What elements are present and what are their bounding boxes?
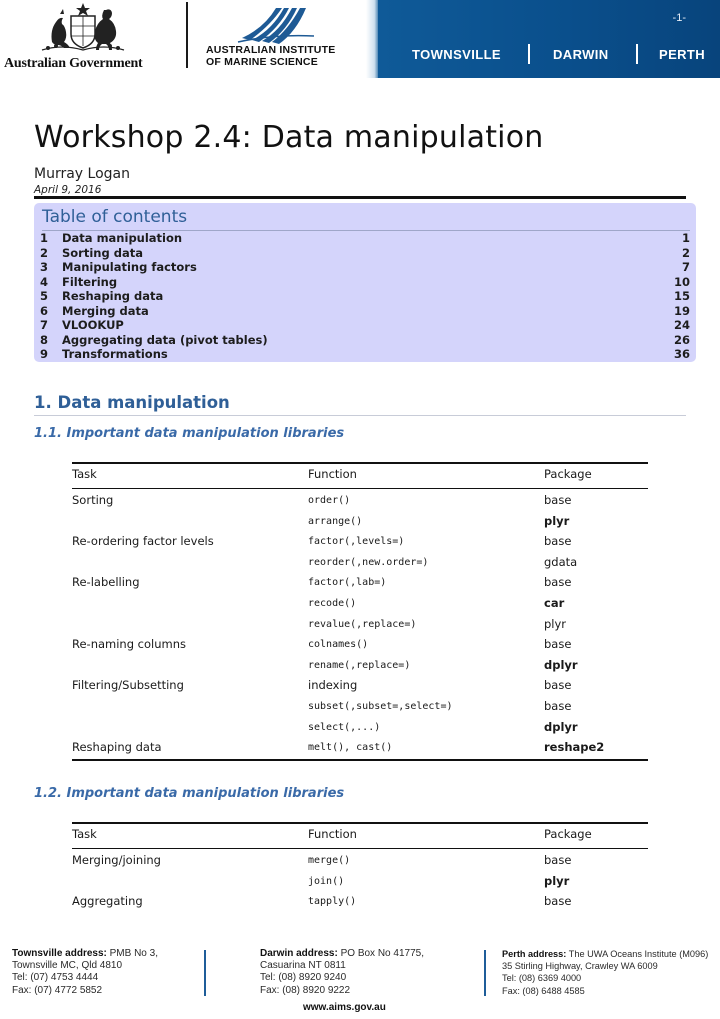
toc-item[interactable] (40, 260, 690, 275)
toc-item-page: 2 (681, 245, 690, 260)
table-row (72, 511, 648, 532)
libraries-table-2 (72, 822, 648, 922)
darwin-label: Darwin address: (260, 948, 338, 959)
header-package: Package (544, 467, 592, 481)
toc-item-label: Data manipulation (62, 231, 183, 245)
toc-item-page: 1 (681, 231, 690, 245)
cell-package: base (544, 894, 572, 909)
darwin-line: PO Box No 41775, (340, 948, 424, 959)
toc-item-page: 36 (673, 347, 690, 361)
city-separator (528, 44, 530, 64)
table-row (72, 696, 648, 717)
cell-task: Merging/joining (72, 853, 161, 867)
cell-function: reorder(,new.order=) (308, 556, 429, 568)
toc-item-page: 26 (673, 332, 690, 347)
toc-list (40, 231, 690, 362)
toc-item[interactable] (40, 275, 690, 290)
toc-title: Table of contents (42, 207, 188, 227)
toc-item-num: 6 (40, 303, 49, 318)
cell-package: base (544, 493, 572, 507)
aims-name (206, 44, 335, 68)
townsville-line: PMB No 3, (109, 948, 158, 959)
table-row (72, 552, 648, 573)
cell-package: dplyr (544, 657, 578, 672)
cell-task: Sorting (72, 493, 114, 507)
cell-package: gdata (544, 554, 578, 569)
header-function: Function (308, 467, 357, 481)
section-title: 1. Data manipulation (34, 393, 230, 412)
footer-perth (502, 948, 708, 997)
toc-item-num: 7 (40, 318, 49, 332)
toc-item-label: Transformations (62, 347, 168, 361)
subsection-title-1-2: 1.2. Important data manipulation libraries (34, 786, 345, 801)
table-row (72, 871, 648, 892)
toc-item-page: 24 (673, 318, 690, 332)
cell-function: select(,...) (308, 721, 381, 733)
perth-line: The UWA Oceans Institute (M096) (568, 949, 709, 959)
cell-package: plyr (544, 873, 570, 888)
toc-item-num: 3 (40, 260, 49, 274)
cell-package: base (544, 534, 572, 549)
table-row (72, 655, 648, 676)
city-separator (636, 44, 638, 64)
toc-item-page: 19 (673, 303, 690, 318)
website-link[interactable]: www.aims.gov.au (303, 1002, 386, 1013)
toc-item-label: Filtering (62, 274, 118, 289)
toc-item[interactable] (40, 231, 690, 246)
cell-package: plyr (544, 616, 567, 631)
toc-item-page: 10 (673, 274, 690, 289)
header-task: Task (72, 827, 97, 841)
cell-package: reshape2 (544, 740, 605, 755)
table-row (72, 675, 648, 696)
footer-divider (484, 950, 486, 996)
table-row (72, 717, 648, 738)
footer-townsville (12, 948, 158, 997)
toc-item-num: 4 (40, 274, 49, 289)
cell-function: revalue(,replace=) (308, 618, 417, 630)
header-package: Package (544, 827, 592, 841)
toc-item-label: Aggregating data (pivot tables) (62, 332, 268, 347)
darwin-line: Casuarina NT 0811 (260, 960, 346, 972)
table-row (72, 614, 648, 635)
cell-package: base (544, 698, 572, 713)
table-row (72, 593, 648, 614)
cell-function: order() (308, 495, 351, 506)
table-header-rule (72, 488, 648, 489)
title-rule (34, 196, 686, 199)
toc-item-num: 2 (40, 245, 49, 260)
toc-item[interactable] (40, 318, 690, 333)
cell-package: base (544, 637, 572, 652)
townsville-label: Townsville address: (12, 948, 107, 959)
cell-task: Re-naming columns (72, 637, 187, 652)
toc-item[interactable] (40, 347, 690, 362)
cell-function: factor(,levels=) (308, 536, 405, 548)
aims-name-line-1: AUSTRALIAN INSTITUTE (206, 44, 336, 56)
toc-item-label: Reshaping data (62, 289, 164, 303)
cell-task: Re-labelling (72, 575, 140, 590)
cell-package: base (544, 853, 572, 867)
footer-darwin (260, 948, 424, 997)
table-row (72, 490, 648, 511)
subsection-title-1-1: 1.1. Important data manipulation libraries (34, 426, 345, 441)
footer-divider (204, 950, 206, 996)
cell-function: arrange() (308, 515, 363, 527)
cell-package: dplyr (544, 719, 578, 734)
cell-package: car (544, 595, 565, 610)
table-row (72, 737, 648, 758)
table-header-rule (72, 848, 648, 849)
toc-item-num: 8 (40, 332, 49, 347)
toc-item[interactable] (40, 246, 690, 261)
cell-task: Aggregating (72, 894, 143, 909)
cell-task: Reshaping data (72, 740, 162, 755)
header-divider (186, 2, 188, 68)
cell-function: rename(,replace=) (308, 659, 411, 671)
toc-item[interactable] (40, 289, 690, 304)
document-title: Workshop 2.4: Data manipulation (34, 120, 544, 155)
table-header-row (72, 467, 648, 485)
cell-function: colnames() (308, 639, 369, 651)
table-top-rule (72, 462, 648, 464)
australian-government-logo (0, 0, 186, 78)
cell-package: base (544, 575, 572, 590)
table-row (72, 531, 648, 552)
toc-item-label: VLOOKUP (62, 318, 124, 332)
libraries-table-1 (72, 462, 648, 762)
table-header-row (72, 827, 648, 845)
toc-item[interactable] (40, 333, 690, 348)
aims-name-line-2: OF MARINE SCIENCE (206, 56, 318, 68)
government-name: Australian Government (4, 56, 143, 71)
toc-item-label: Manipulating factors (62, 260, 197, 274)
toc-item-label: Merging data (62, 303, 149, 318)
cell-function: join() (308, 875, 345, 887)
header-blue-bar (378, 0, 720, 78)
toc-item-num: 1 (40, 231, 49, 245)
cell-function: indexing (308, 678, 358, 693)
cell-function: tapply() (308, 896, 357, 908)
table-of-contents (34, 203, 696, 362)
page-number: -1- (672, 12, 686, 24)
toc-item-page: 15 (673, 289, 690, 303)
perth-fax: Fax: (08) 6488 4585 (502, 985, 585, 996)
toc-item-num: 9 (40, 347, 49, 361)
townsville-fax: Fax: (07) 4772 5852 (12, 984, 103, 996)
table-row (72, 572, 648, 593)
page-footer (0, 948, 720, 1019)
toc-item-page: 7 (681, 260, 690, 274)
cell-function: subset(,subset=,select=) (308, 700, 453, 712)
document-author: Murray Logan (34, 166, 130, 182)
document-date: April 9, 2016 (34, 184, 102, 196)
perth-tel: Tel: (08) 6369 4000 (502, 973, 582, 984)
perth-line: 35 Stirling Highway, Crawley WA 6009 (502, 961, 658, 972)
cell-task: Filtering/Subsetting (72, 678, 184, 693)
city-darwin: DARWIN (553, 47, 609, 62)
table-row (72, 850, 648, 871)
toc-item-label: Sorting data (62, 245, 143, 260)
townsville-line: Townsville MC, Qld 4810 (12, 960, 123, 972)
darwin-fax: Fax: (08) 8920 9222 (260, 984, 351, 996)
city-perth: PERTH (659, 47, 706, 62)
section-rule (34, 415, 686, 416)
cell-function: factor(,lab=) (308, 577, 387, 589)
toc-item-num: 5 (40, 289, 49, 303)
townsville-tel: Tel: (07) 4753 4444 (12, 972, 99, 984)
cell-function: recode() (308, 597, 357, 609)
city-townsville: TOWNSVILLE (412, 47, 501, 62)
table-row (72, 891, 648, 912)
cell-package: plyr (544, 513, 570, 528)
perth-label: Perth address: (502, 949, 567, 959)
table-body (72, 850, 648, 912)
cell-function: merge() (308, 855, 351, 866)
cell-task: Re-ordering factor levels (72, 534, 214, 549)
header-task: Task (72, 467, 97, 481)
cell-function: melt(), cast() (308, 742, 393, 754)
page-header (0, 0, 720, 78)
toc-item[interactable] (40, 304, 690, 319)
coat-of-arms-icon (38, 2, 128, 54)
table-body (72, 490, 648, 758)
darwin-tel: Tel: (08) 8920 9240 (260, 972, 347, 984)
header-function: Function (308, 827, 357, 841)
table-row (72, 634, 648, 655)
table-bottom-rule (72, 759, 648, 761)
aims-wave-logo-icon (236, 4, 316, 44)
cell-package: base (544, 678, 572, 693)
table-top-rule (72, 822, 648, 824)
